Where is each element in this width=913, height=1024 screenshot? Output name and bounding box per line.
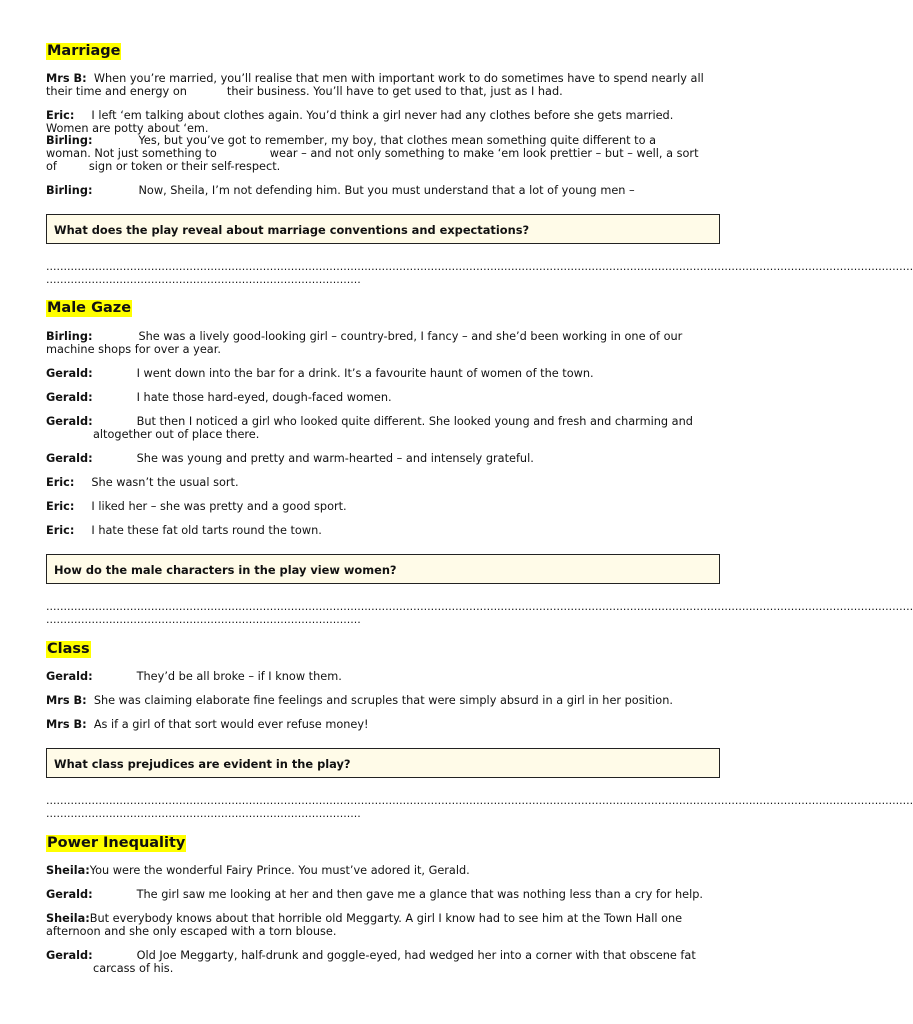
question-box: What does the play reveal about marriage conventions and expectations? — [46, 214, 720, 244]
speaker-name: Gerald — [46, 391, 89, 404]
answer-line[interactable]: ........................................................................................................................................................................................................................................................ — [46, 794, 913, 807]
quote-sheila: Sheila:But everybody knows about that horrible old Meggarty. A girl I know had to see him at the Town Hall one afternoon and she only escaped with a torn blouse. — [46, 912, 683, 938]
quote-text: woman. Not just something to — [46, 147, 217, 160]
quote-text: She was claiming elaborate fine feelings and scruples that were simply absurd in a girl in her position. — [93, 694, 673, 707]
speaker-name: Sheila — [46, 864, 86, 877]
quote-text: The girl saw me looking at her and then gave me a glance that was nothing less than a cry for help. — [136, 888, 703, 901]
speaker-name: Mrs B — [46, 694, 83, 707]
section-heading-marriage: Marriage — [47, 43, 121, 59]
quote-text: of — [46, 160, 57, 173]
speaker-name: Gerald — [46, 452, 89, 465]
quote-gerald: Gerald: Old Joe Meggarty, half-drunk and goggle-eyed, had wedged her into a corner with that obscene fat carcass of his. — [46, 949, 696, 975]
quote-text: As if a girl of that sort would ever refuse money! — [93, 718, 369, 731]
speaker-name: Eric — [46, 524, 70, 537]
quote-text: Women are potty about ‘em. — [46, 122, 209, 135]
speaker-name: Mrs B — [46, 718, 83, 731]
quote-birling: Birling: Now, Sheila, I’m not defending him. But you must understand that a lot of young men – — [46, 184, 635, 197]
quote-text: Yes, but you’ve got to remember, my boy, that clothes mean something quite different to a — [138, 134, 657, 147]
quote-text: carcass of his. — [93, 962, 174, 975]
quote-text: They’d be all broke – if I know them. — [136, 670, 342, 683]
answer-line[interactable]: ........................................................................................................................................................................................................................................................ — [46, 600, 913, 613]
quote-text: wear – and not only something to make ‘em look prettier – but – well, a sort — [269, 147, 699, 160]
quote-text: She was a lively good-looking girl – country-bred, I fancy – and she’d been working in one of our — [138, 330, 683, 343]
quote-gerald: Gerald: I hate those hard-eyed, dough-faced women. — [46, 391, 392, 404]
quote-text: I went down into the bar for a drink. It’s a favourite haunt of women of the town. — [136, 367, 594, 380]
speaker-name: Mrs B — [46, 72, 83, 85]
speaker-name: Gerald — [46, 949, 89, 962]
quote-text: She wasn’t the usual sort. — [91, 476, 239, 489]
speaker-name: Eric — [46, 500, 70, 513]
quote-birling: Birling: Yes, but you’ve got to remember, my boy, that clothes mean something quite different to a woman. Not just something to wear – and not only something to make ‘em look prettier – but – well, a sort of sign or token or their self-respect. — [46, 134, 699, 173]
quote-text: You were the wonderful Fairy Prince. You must’ve adored it, Gerald. — [89, 864, 470, 877]
quote-mrs-b: Mrs B: When you’re married, you’ll realise that men with important work to do sometimes have to spend nearly all their time and energy on their business. You’ll have to get used to that, just as I had. — [46, 72, 704, 98]
quote-eric: Eric: I left ‘em talking about clothes again. You’d think a girl never had any clothes before she gets married. Women are potty about ‘em. — [46, 109, 674, 135]
section-heading-class: Class — [47, 641, 90, 657]
quote-birling: Birling: She was a lively good-looking girl – country-bred, I fancy – and she’d been working in one of our machine shops for over a year. — [46, 330, 683, 356]
speaker-name: Gerald — [46, 415, 89, 428]
question-box: How do the male characters in the play view women? — [46, 554, 720, 584]
quote-text: She was young and pretty and warm-hearted – and intensely grateful. — [136, 452, 534, 465]
section-heading-power-inequality: Power Inequality — [47, 835, 186, 851]
speaker-name: Gerald — [46, 670, 89, 683]
quote-text: their business. You’ll have to get used to that, just as I had. — [226, 85, 563, 98]
quote-gerald: Gerald: The girl saw me looking at her and then gave me a glance that was nothing less than a cry for help. — [46, 888, 703, 901]
answer-line[interactable]: .......................................................................................... — [46, 807, 361, 820]
quote-mrs-b: Mrs B: She was claiming elaborate fine feelings and scruples that were simply absurd in a girl in her position. — [46, 694, 673, 707]
quote-text: I hate those hard-eyed, dough-faced women. — [136, 391, 392, 404]
quote-mrs-b: Mrs B: As if a girl of that sort would ever refuse money! — [46, 718, 369, 731]
quote-text: When you’re married, you’ll realise that men with important work to do sometimes have to spend nearly all — [93, 72, 704, 85]
quote-eric: Eric: I liked her – she was pretty and a good sport. — [46, 500, 347, 513]
question-box: What class prejudices are evident in the play? — [46, 748, 720, 778]
quote-text: I left ‘em talking about clothes again. You’d think a girl never had any clothes before she gets married. — [91, 109, 674, 122]
quote-gerald: Gerald: She was young and pretty and warm-hearted – and intensely grateful. — [46, 452, 534, 465]
answer-line[interactable]: ........................................................................................................................................................................................................................................................ — [46, 260, 913, 273]
speaker-name: Eric — [46, 476, 70, 489]
quote-eric: Eric: She wasn’t the usual sort. — [46, 476, 239, 489]
quote-text: I hate these fat old tarts round the town. — [91, 524, 322, 537]
speaker-name: Gerald — [46, 888, 89, 901]
quote-text: their time and energy on — [46, 85, 187, 98]
speaker-name: Sheila — [46, 912, 86, 925]
quote-text: sign or token or their self-respect. — [88, 160, 281, 173]
quote-text: Old Joe Meggarty, half-drunk and goggle-eyed, had wedged her into a corner with that obscene fat — [136, 949, 696, 962]
quote-text: Now, Sheila, I’m not defending him. But you must understand that a lot of young men – — [138, 184, 635, 197]
speaker-name: Birling — [46, 184, 88, 197]
quote-text: But then I noticed a girl who looked quite different. She looked young and fresh and charming and — [136, 415, 693, 428]
quote-text: altogether out of place there. — [93, 428, 260, 441]
quote-text: But everybody knows about that horrible old Meggarty. A girl I know had to see him at the Town Hall one — [89, 912, 683, 925]
quote-text: I liked her – she was pretty and a good sport. — [91, 500, 347, 513]
quote-gerald: Gerald: They’d be all broke – if I know them. — [46, 670, 342, 683]
speaker-name: Gerald — [46, 367, 89, 380]
quote-text: afternoon and she only escaped with a torn blouse. — [46, 925, 337, 938]
speaker-name: Eric — [46, 109, 70, 122]
answer-line[interactable]: .......................................................................................... — [46, 613, 361, 626]
speaker-name: Birling — [46, 134, 88, 147]
answer-line[interactable]: .......................................................................................... — [46, 273, 361, 286]
section-heading-male-gaze: Male Gaze — [47, 300, 132, 316]
quote-gerald: Gerald: But then I noticed a girl who looked quite different. She looked young and fresh and charming and altogether out of place there. — [46, 415, 693, 441]
quote-text: machine shops for over a year. — [46, 343, 221, 356]
speaker-name: Birling — [46, 330, 88, 343]
quote-gerald: Gerald: I went down into the bar for a drink. It’s a favourite haunt of women of the town. — [46, 367, 594, 380]
quote-sheila: Sheila:You were the wonderful Fairy Prince. You must’ve adored it, Gerald. — [46, 864, 470, 877]
quote-eric: Eric: I hate these fat old tarts round the town. — [46, 524, 322, 537]
